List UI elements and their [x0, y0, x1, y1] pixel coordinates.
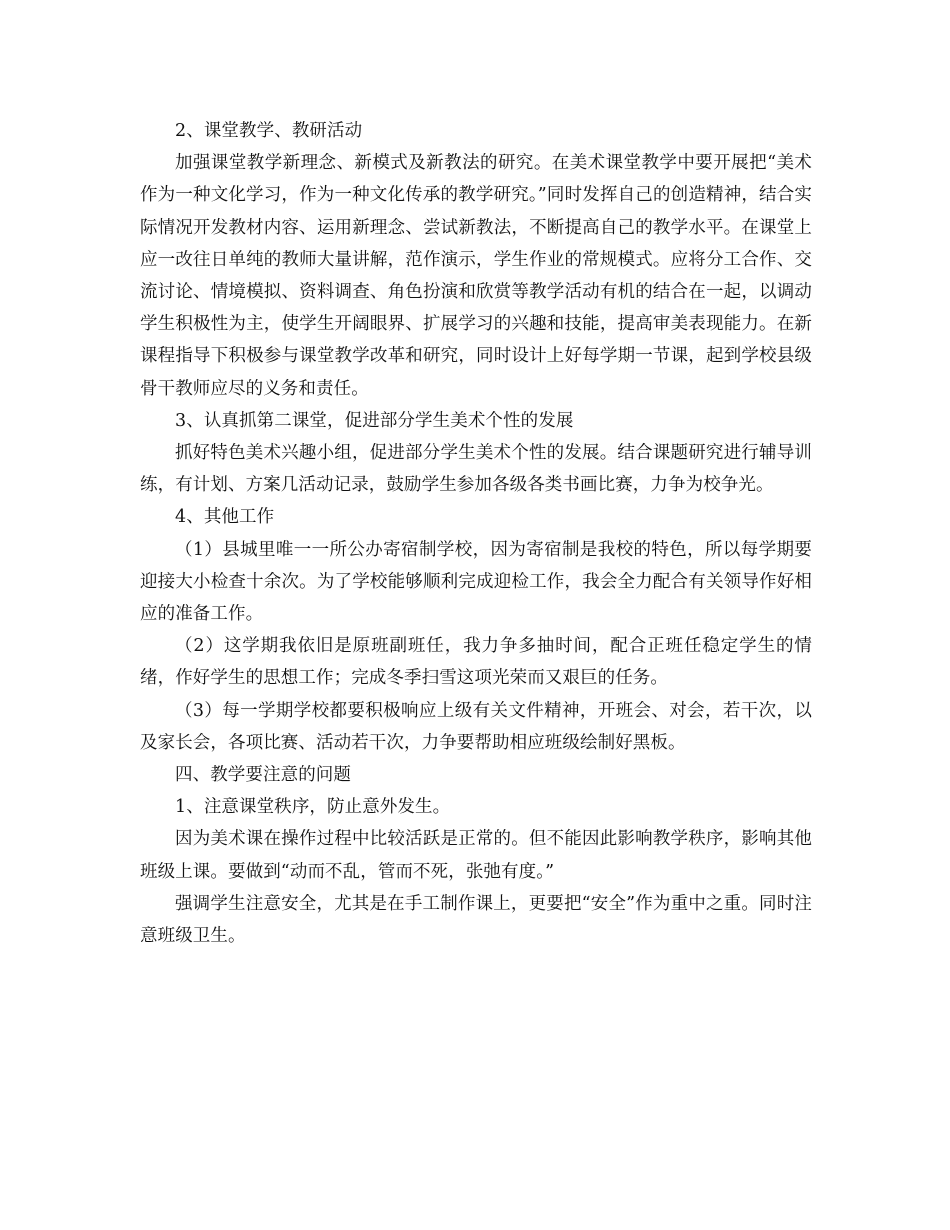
section-heading-teaching-issues: 四、教学要注意的问题 [175, 765, 351, 786]
paragraph-other-work-3: （3）每一学期学校都要积极响应上级有关文件精神，开班会、对会，若干次，以及家长会，各项比赛、活动若干次，力争要帮助相应班级绘制好黑板。 [140, 700, 812, 753]
section-heading-classroom-teaching: 2、课堂教学、教研活动 [175, 121, 363, 141]
paragraph-classroom-order: 因为美术课在操作过程中比较活跃是正常的。但不能因此影响教学秩序，影响其他班级上课。要做到“动而不乱，管而不死，张弛有度。” [140, 829, 812, 882]
paragraph-safety: 强调学生注意安全，尤其是在手工制作课上，更要把“安全”作为重中之重。同时注意班级卫生。 [140, 893, 812, 947]
section-heading-second-classroom: 3、认真抓第二课堂，促进部分学生美术个性的发展 [175, 410, 574, 431]
paragraph-other-work-2: （2）这学期我依旧是原班副班任，我力争多抽时间，配合正班任稳定学生的情绪，作好学生的思想工作；完成冬季扫雪这项光荣而又艰巨的任务。 [140, 636, 812, 689]
section-heading-other-work: 4、其他工作 [175, 507, 275, 528]
document-body [140, 115, 812, 952]
paragraph-other-work-1: （1）县城里唯一一所公办寄宿制学校，因为寄宿制是我校的特色，所以每学期要迎接大小检查十余次。为了学校能够顺利完成迎检工作，我会全力配合有关领导作好相应的准备工作。 [140, 539, 812, 625]
paragraph-second-classroom: 抓好特色美术兴趣小组，促进部分学生美术个性的发展。结合课题研究进行辅导训练，有计划、方案几活动记录，鼓励学生参加各级各类书画比赛，力争为校争光。 [140, 443, 812, 496]
paragraph-classroom-teaching: 加强课堂教学新理念、新模式及新教法的研究。在美术课堂教学中要开展把“美术作为一种文化学习，作为一种文化传承的教学研究。”同时发挥自己的创造精神，结合实际情况开发教材内容、运用新理念、尝试新教法，不断提高自己的教学水平。在课堂上应一改往日单纯的教师大量讲解，范作演示，学生作业的常规模式。应将分工合作、交流讨论、情境模拟、资料调查、角色扮演和欣赏等教学活动有机的结合在一起，以调动学生积极性为主，使学生开阔眼界、扩展学习的兴趣和技能，提高审美表现能力。在新课程指导下积极参与课堂教学改革和研究，同时设计上好每学期一节课，起到学校县级骨干教师应尽的义务和责任。 [140, 153, 812, 399]
subheading-classroom-order: 1、注意课堂秩序，防止意外发生。 [175, 797, 451, 818]
